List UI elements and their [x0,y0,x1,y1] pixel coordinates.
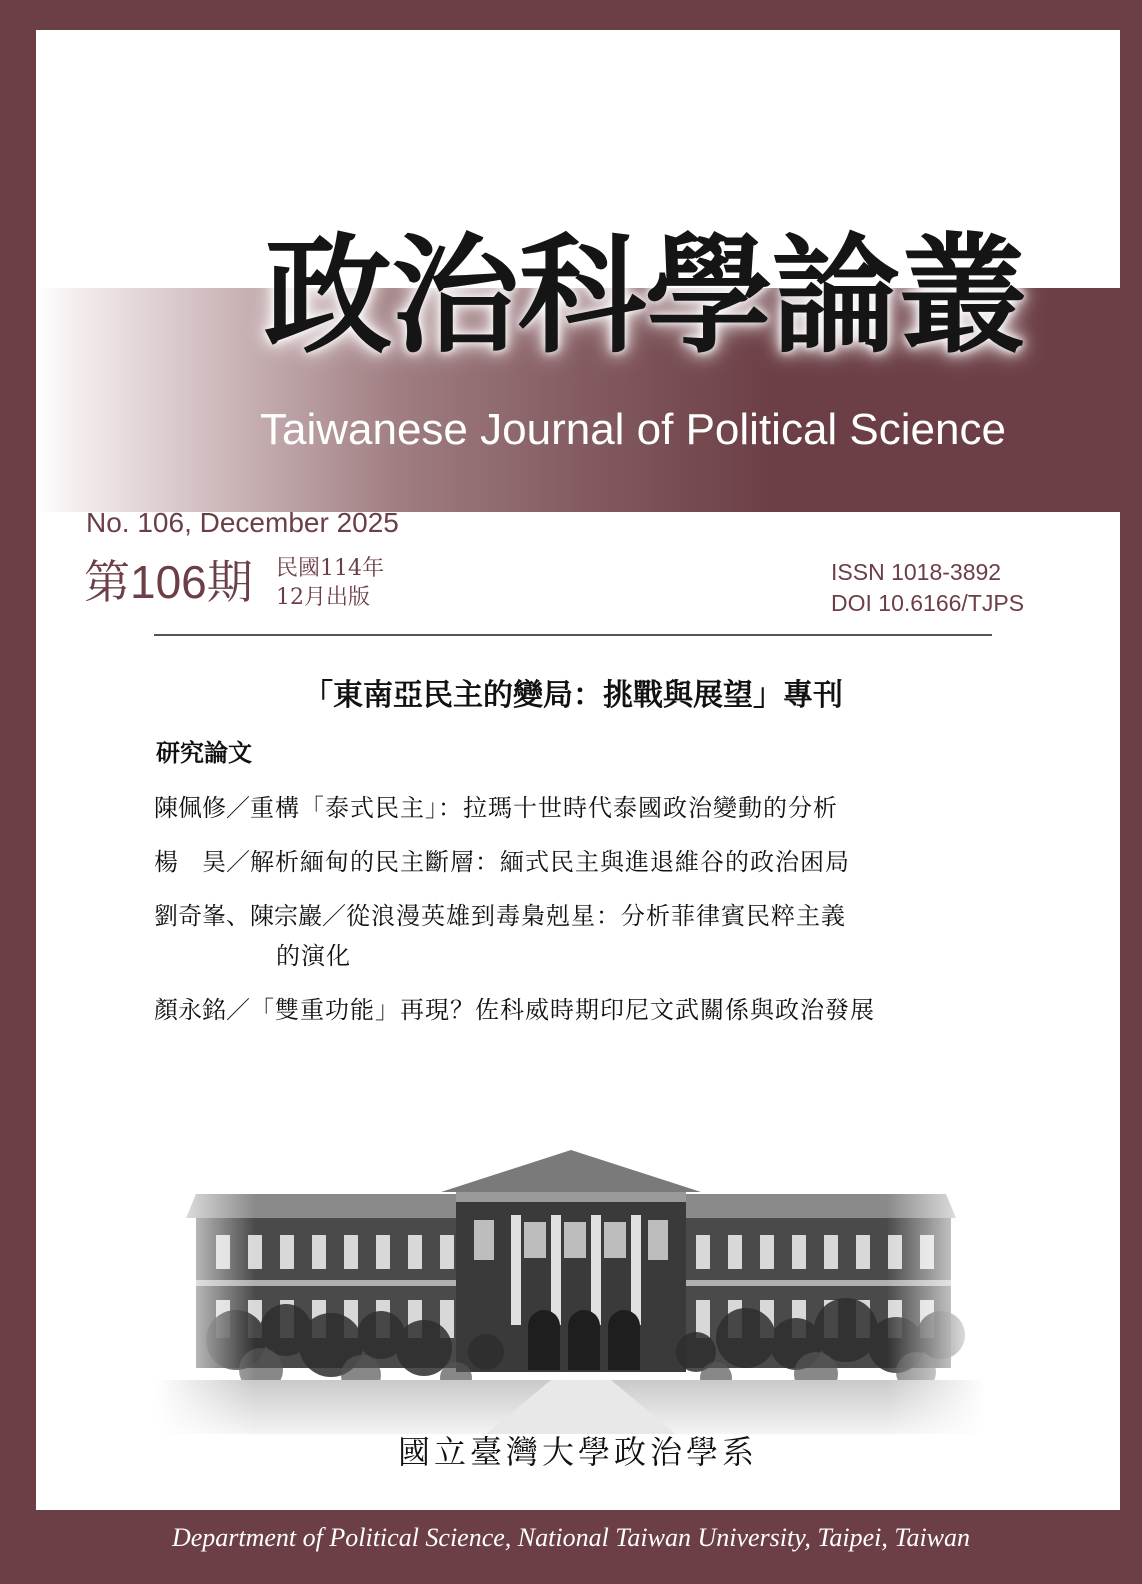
article-author: 劉奇峯、陳宗巖 [154,902,322,930]
article-author: 顏永銘 [154,996,226,1024]
article-separator: ／ [226,996,250,1024]
doi: DOI 10.6166/TJPS [831,590,1025,616]
journal-identifiers [831,557,1024,619]
article-title: 解析緬甸的民主斷層：緬式民主與進退維谷的政治困局 [250,848,850,876]
article-author: 陳佩修 [154,794,226,822]
issue-date-year: 民國114年 [276,556,384,581]
article-title: 從浪漫英雄到毒梟剋星：分析菲律賓民粹主義 [346,902,846,930]
special-issue-title: 「東南亞民主的變局：挑戰與展望」專刊 [303,678,843,713]
article-entry [154,990,1014,1030]
article-separator: ／ [226,848,250,876]
article-title: 重構「泰式民主」：拉瑪十世時代泰國政治變動的分析 [250,794,838,822]
article-author: 楊 昊 [154,848,226,876]
journal-title-zh: 政治科學論叢 [264,221,1027,371]
article-entry [154,788,1014,828]
divider-rule [154,634,992,636]
article-title: 「雙重功能」再現？佐科威時期印尼文武關係與政治發展 [250,996,875,1024]
issn: ISSN 1018-3892 [831,559,1002,585]
issue-date-month: 12月出版 [276,585,370,610]
department-name-en: Department of Political Science, National Taiwan University, Taipei, Taiwan [171,1523,971,1552]
department-name-zh: 國立臺灣大學政治學系 [397,1433,758,1471]
issue-date-zh [276,554,384,612]
article-separator: ／ [226,794,250,822]
journal-title-en: Taiwanese Journal of Political Science [260,405,1006,454]
section-label: 研究論文 [156,739,252,767]
campus-building-illustration [156,1130,986,1434]
issue-number-zh: 第106期 [84,556,253,608]
article-entry [154,842,1014,882]
article-entry [154,896,1014,976]
issue-info-en: No. 106, December 2025 [86,507,399,538]
article-title-continued: 的演化 [276,942,351,970]
article-separator: ／ [322,902,346,930]
cover-page [36,30,1120,1510]
